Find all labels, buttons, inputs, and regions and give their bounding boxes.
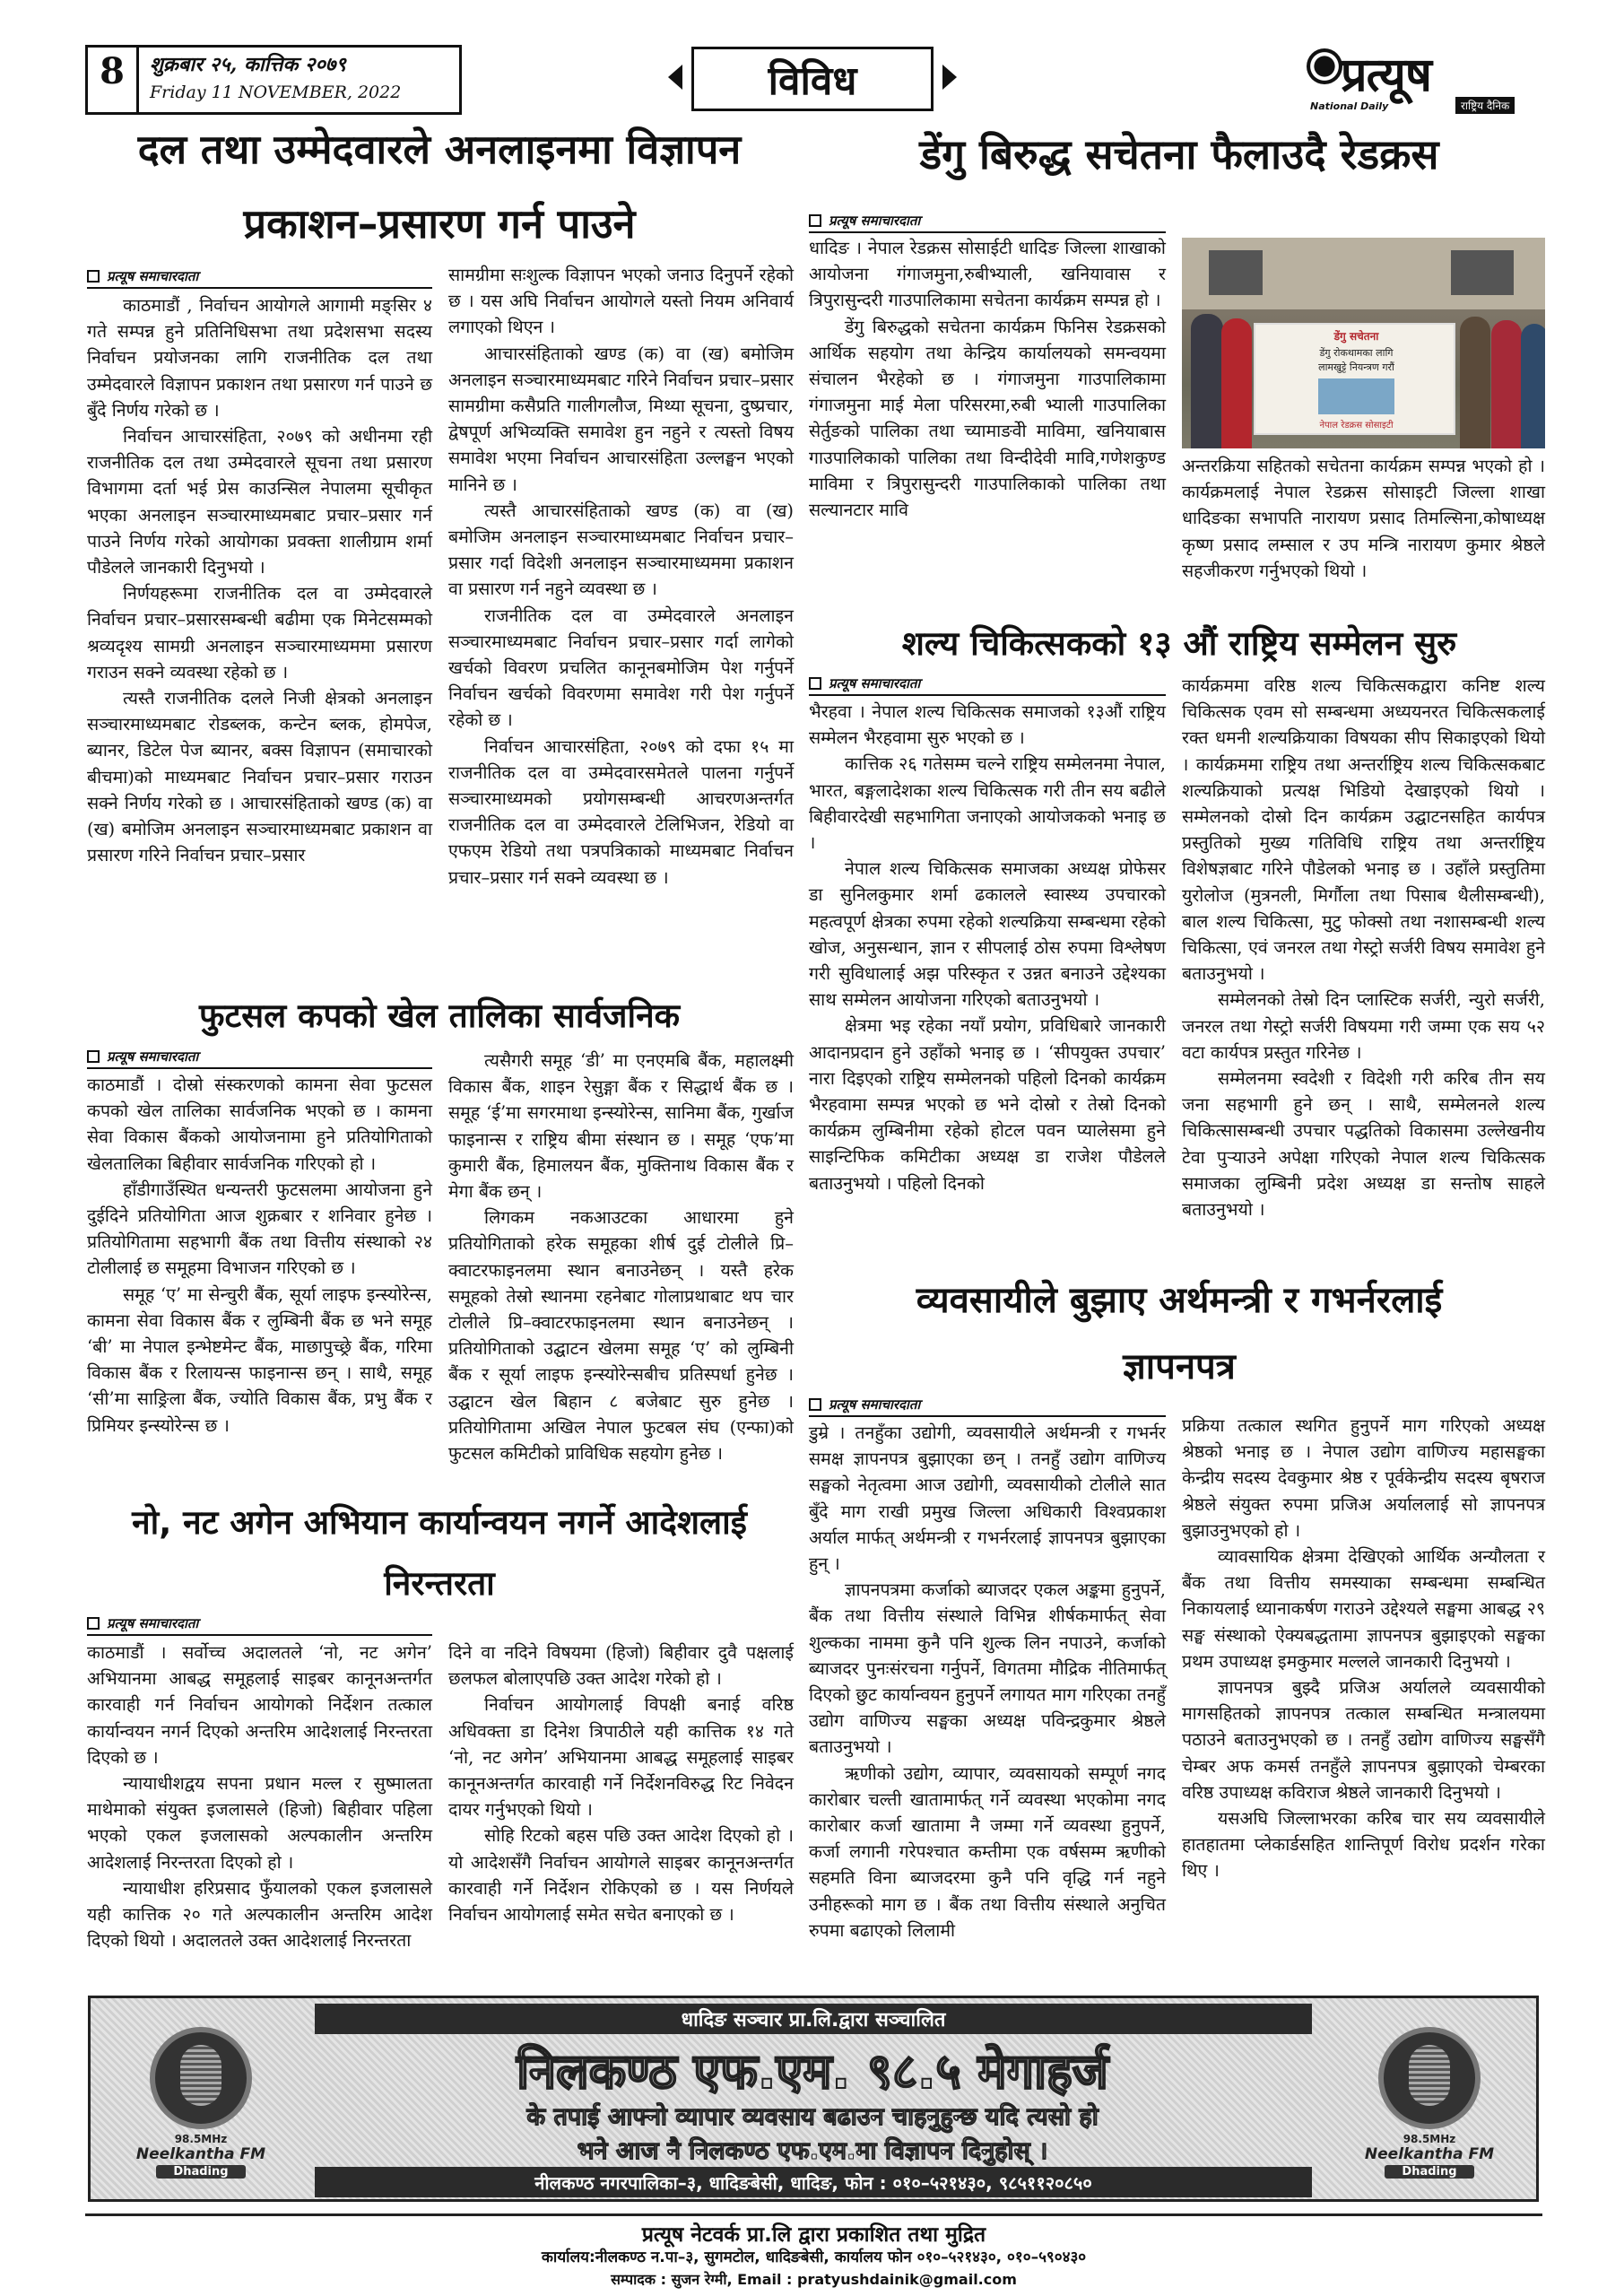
paragraph: दिने वा नदिने विषयमा (हिजो) बिहीवार दुवै पक्षलाई छलफल बोलाएपछि उक्त आदेश गरेको हो । — [448, 1642, 794, 1690]
fm-logo-place: Dhading — [156, 2165, 246, 2179]
masthead-sub-right: राष्ट्रिय दैनिक — [1455, 97, 1515, 114]
ad-top-line: धादिङ सञ्चार प्रा.लि.द्वारा सञ्चालित — [681, 2009, 946, 2031]
paragraph: ज्ञापनपत्रमा कर्जाको ब्याजदर एकल अङ्कमा हुनुपर्ने, बैंक तथा वित्तीय संस्थाले विभिन्न शीर्षकमार्फत् सेवा शुल्कका नाममा कुनै पनि शुल्क लिन नपाउने, कर्जाको ब्याजदर पुनःसंरचना गर्नुपर्ने, विगतमा मौद्रिक नीतिमार्फत् दिएको छुट कार्यान्वयन हुनुपर्ने लगायत माग गरिएका तनहुँ उद्योग वाणिज्य सङ्घका अध्यक्ष पविन्द्रकुमार श्रेष्ठले बताउनुभयो । — [809, 1579, 1166, 1758]
headline-dengue: डेंगु बिरुद्ध सचेतना फैलाउदै रेडक्रस — [919, 130, 1439, 178]
headline-surgeons: शल्य चिकित्सकको १३ औं राष्ट्रिय सम्मेलन सुरु — [901, 624, 1457, 663]
headline-election-2: प्रकाशन–प्रसारण गर्न पाउने — [243, 200, 636, 248]
masthead-logo — [1305, 45, 1551, 117]
byline-box-icon — [87, 270, 100, 283]
photo-banner-org: नेपाल रेडक्रस सोसाइटी — [1319, 421, 1394, 430]
headline-business-1: व्यवसायीले बुझाए अर्थमन्त्री र गभर्नरलाई — [916, 1280, 1443, 1321]
surgeons-col-2 — [1182, 673, 1545, 1222]
paragraph: हाँडीगाउँस्थित धन्यन्तरी फुटसलमा आयोजना हुने दुईदिने प्रतियोगिता आज शुक्रबार र शनिवार हुनेछ । प्रतियोगितामा सहभागी बैंक तथा वित्तीय संस्थाको २४ टोलीलाई छ समूहमा विभाजन गरिएको छ । — [87, 1178, 432, 1279]
paragraph: नेपाल शल्य चिकित्सक समाजका अध्यक्ष प्रोफेसर डा सुनिलकुमार शर्मा ढकालले स्वास्थ्य उपचारको महत्वपूर्ण क्षेत्रका रुपमा रहेको शल्यक्रिया सम्बन्धमा रहेको खोज, अनुसन्धान, ज्ञान र सीपलाई ठोस रुपमा विश्लेषण गरी सुविधालाई अझ परिस्कृत र उन्नत बनाउने उद्देश्यका साथ सम्मेलन आयोजना गरिएको बताउनुभयो । — [809, 858, 1166, 1011]
paragraph: न्यायाधीश हरिप्रसाद फुँयालको एकल इजलासले यही कात्तिक २० गते अल्पकालीन अन्तरिम आदेश दिएको थियो । अदालतले उक्त आदेशलाई निरन्तरता — [87, 1877, 432, 1952]
paragraph: काठमाडौं । दोस्रो संस्करणको कामना सेवा फुटसल कपको खेल तालिका सार्वजनिक भएको छ । कामना सेवा विकास बैंकको आयोजनामा हुने प्रतियोगिताको खेलतालिका बिहीवार सार्वजनिक गरिएको हो । — [87, 1074, 432, 1174]
byline-box-icon — [87, 1617, 100, 1630]
byline-label: प्रत्यूष समाचारदाता — [107, 1048, 199, 1065]
byline-box-icon — [809, 677, 821, 690]
paragraph: आचारसंहिताको खण्ड (क) वा (ख) बमोजिम अनलाइन सञ्चारमाध्यमबाट गरिने निर्वाचन प्रचार–प्रसार सामग्रीमा कसैप्रति गालीगलौज, मिथ्या सूचना, दुष्प्रचार, द्वेषपूर्ण अभिव्यक्ति समावेश हुन नहुने र त्यस्तो विषय समावेश भएमा निर्वाचन आचारसंहिता उल्लङ्घन भएको मानिने छ । — [448, 343, 794, 495]
masthead-sub-left: National Daily — [1310, 100, 1389, 112]
paragraph: निर्वाचन आयोगलाई विपक्षी बनाई वरिष्ठ अधिवक्ता डा दिनेश त्रिपाठीले यही कात्तिक १४ गते ‘नो, नट अगेन’ अभियानमा आबद्ध समूहलाई साइबर कानूनअन्तर्गत कारवाही गर्ने निर्देशनविरुद्ध रिट निवेदन दायर गर्नुभएको थियो । — [448, 1694, 794, 1821]
paragraph: डेंगु बिरुद्धको सचेतना कार्यक्रम फिनिस रेडक्रसको आर्थिक सहयोग तथा केन्द्रिय कार्यालयको समन्वयमा संचालन भैरहेको छ । गंगाजमुना गाउपालिकामा गंगाजमुना माई मेला परिसरमा,रुबी भ्याली गाउपालिका सेर्तुङको पालिका तथा च्यामाङवेी माविमा, खनियाबास गाउपालिकाको पालिका तथा विन्दीदेवी मावि,गणेशकुण्ड मावि​मा र त्रिपुरासुन्दरी गाउपालिकाको पालिका तथा सल्यानटार मावि — [809, 316, 1166, 521]
ad-line-2: के तपाई आफ्नो व्यापार व्यवसाय बढाउन चाहनुहुन्छ यदि त्यसो हो — [526, 2103, 1099, 2131]
paragraph: अन्तरक्रिया सहितको सचेतना कार्यक्रम सम्पन्न भएको हो । कार्यक्रमलाई नेपाल रेडक्रस सोसाइटी जिल्ला शाखा धादिङका सभापति नारायण प्रसाद तिमल्सिना,कोषाध्यक्ष कृष्ण प्रसाद लम्साल र उप मन्त्रि नारायण कुमार श्रेष्ठले सहजीकरण गर्नुभएको थियो । — [1182, 456, 1545, 581]
byline-dengue — [809, 212, 1166, 233]
paragraph: निर्वाचन आचारसंहिता, २०७९ को अधीनमा रही राजनीतिक दल तथा उम्मेदवारले सूचना तथा प्रसारण विभागमा दर्ता भई प्रेस काउन्सिल नेपालमा सूचीकृत भएका अनलाइन सञ्चारमाध्यमबाट प्रचार–प्रसार गर्न पाउने निर्णय गरेको आयोगका प्रवक्ता शालीग्राम शर्मा पौडेलले जानकारी दिनुभयो । — [87, 426, 432, 578]
paragraph: क्षेत्रमा भइ रहेका नयाँ प्रयोग, प्रविधिबारे जानकारी आदानप्रदान हुने उहाँको भनाइ छ । ‘सीपयुक्त उपचार’ नारा दिइएको राष्ट्रिय सम्मेलनको पहिलो दिनको कार्यक्रम भैरहवामा सम्पन्न भएको छ भने दोस्रो र तेस्रो दिनको कार्यक्रम लुम्बिनीमा रहेको होटल पवन प्यालेसमा हुने साइन्टिफिक कमिटीका अध्यक्ष डा राजेश पौडेलले बताउनुभयो । पहिलो दिनको — [809, 1015, 1166, 1194]
paragraph: राजनीतिक दल वा उम्मेदवारले अनलाइन सञ्चारमाध्यमबाट निर्वाचन प्रचार–प्रसार गर्दा लागेको खर्चको विवरण प्रचलित कानूनबमोजिम पेश गर्नुपर्ने निर्वाचन खर्चको विवरणमा समावेश गरी पेश गर्नुपर्ने रहेको छ । — [448, 604, 794, 731]
byline-label: प्रत्यूष समाचारदाता — [107, 1615, 199, 1631]
paragraph: त्यस्तै आचारसंहिताको खण्ड (क) वा (ख) बमोजिम अनलाइन सञ्चारमाध्यमबाट निर्वाचन प्रचार–प्रसार गर्दा विदेशी अनलाइन सञ्चारमाध्यममा प्रकाशन वा प्रसारण गर्न नहुने व्यवस्था छ । — [448, 500, 794, 600]
headline-notagain-2: निरन्तरता — [384, 1564, 495, 1603]
paragraph: सोहि रिटको बहस पछि उक्त आदेश दिएको हो । यो आदेशसँगै निर्वाचन आयोगले साइबर कानूनअन्तर्गत कारवाही गर्ने निर्देशन रोकिएको छ । यस निर्णयले निर्वाचन आयोगलाई समेत सचेत बनाएको छ । — [448, 1825, 794, 1926]
photo-person — [1460, 317, 1490, 448]
paragraph: यसअघि जिल्लाभरका करिब चार सय व्यवसायीले हातहातमा प्लेकार्डसहित शान्तिपूर्ण विरोध प्रदर्शन गरेका थिए । — [1182, 1808, 1545, 1882]
footer-divider — [85, 2213, 1542, 2216]
election-col-1 — [87, 292, 432, 868]
byline-box-icon — [809, 214, 821, 227]
byline-surgeons — [809, 674, 1166, 696]
paragraph: डुम्रे । तनहुँका उद्योगी, व्यवसायीले अर्थमन्त्री र गभर्नर समक्ष ज्ञापनपत्र बुझाएका छन् । तनहुँ उद्योग वाणिज्य सङ्घको नेतृत्वमा आज उद्योगी, व्यवसायीको टोलीले सात बुँदे माग राखी प्रमुख जिल्ला अधिकारी विश्वप्रकाश अर्याल मार्फत् अर्थमन्त्री र गभर्नरलाई ज्ञापनपत्र बुझाएका हुन् । — [809, 1422, 1166, 1575]
footer-editor-email: सम्पादक : सुजन रेग्मी, Email : pratyushdainik@gmail.com — [611, 2271, 1017, 2288]
paragraph: भैरहवा । नेपाल शल्य चिकित्सक समाजको १३औं राष्ट्रिय सम्मेलन भैरहवामा सुरु भएको छ । — [809, 701, 1166, 749]
byline-box-icon — [809, 1398, 821, 1411]
byline-label: प्रत्यूष समाचारदाता — [829, 1396, 921, 1413]
microphone-icon-grille — [180, 2045, 221, 2106]
masthead-title: प्रत्यूष — [1341, 48, 1431, 102]
byline-election — [87, 267, 432, 289]
paragraph: सामग्रीमा सःशुल्क विज्ञापन भएको जनाउ दिनुपर्ने रहेको छ । यस अघि निर्वाचन आयोगले यस्तो नियम अनिवार्य लगाएको थिएन । — [448, 265, 794, 338]
paragraph: ज्ञापनपत्र बुझ्दै प्रजिअ अर्यालले व्यवसायीको मागसहितको ज्ञापनपत्र तत्काल सम्बन्धित मन्त्रालयमा पठाउने बताउनुभएको छ । तनहुँ उद्योग वाणिज्य सङ्घसँगै चेम्बर अफ कमर्स तनहुँले ज्ञापनपत्र बुझाएको चेम्बरका वरिष्ठ उपाध्यक्ष कविराज श्रेष्ठले जानकारी दिनुभयो । — [1182, 1677, 1545, 1803]
photo-banner-line-2: लामखुट्टे नियन्त्रण गरौं — [1318, 361, 1394, 373]
photo-banner-title: डेंगु सचेतना — [1333, 330, 1379, 343]
fm-logo-left — [107, 2018, 295, 2188]
fm-logo-name: Neelkantha FM — [135, 2145, 266, 2163]
photo-person — [1191, 314, 1223, 448]
byline-label: प्रत्यूष समाचारदाता — [829, 675, 921, 691]
byline-notagain — [87, 1614, 432, 1636]
futsal-col-1 — [87, 1072, 432, 1439]
page-number-text: 8 — [100, 50, 125, 92]
date-nepali: शुक्रबार २५, कात्तिक २०७९ — [150, 53, 346, 76]
paragraph: समूह ‘ए’ मा सेन्चुरी बैंक, सूर्या लाइफ इन्स्योरेन्स, कामना सेवा विकास बैंक र लुम्बिनी बैंक छ भने समूह ‘बी’ मा नेपाल इन्भेष्टमेन्ट बैंक, माछापुच्छ्रे बैंक, गरिमा विकास बैंक र रिलायन्स फाइनान्स छन् । साथै, समूह ‘सी’मा साङ्रिला बैंक, ज्योति विकास बैंक, प्रभु बैंक र प्रिमियर इन्स्योरेन्स छ । — [87, 1283, 432, 1436]
ad-line-3: भने आज नै निलकण्ठ एफ.एम.मा विज्ञापन दिनुहोस् । — [577, 2137, 1048, 2165]
fm-logo-name: Neelkantha FM — [1364, 2145, 1495, 2163]
footer-publisher: प्रत्यूष नेटवर्क प्रा.लि द्वारा प्रकाशित तथा मुद्रित — [641, 2223, 986, 2247]
paragraph: कात्तिक २६ गतेसम्म चल्ने राष्ट्रिय सम्मेलनमा नेपाल, भारत, बङ्गलादेशका शल्य चिकित्सक गरी तीन सय बढीले बिहीवारदेखी सहभागिता जनाएको आयोजकको भनाइ छ । — [809, 753, 1166, 854]
date-english: Friday 11 NOVEMBER, 2022 — [150, 83, 402, 102]
paragraph: सम्मेलनमा स्वदेशी र विदेशी गरी करिब तीन सय जना सहभागी हुने छन् । साथै, सम्मेलनले शल्य चिकित्सासम्बन्धी उपचार पद्धतिको विकासमा उल्लेखनीय टेवा पुऱ्याउने अपेक्षा गरिएको नेपाल शल्य चिकित्सक समाजका लुम्बिनी प्रदेश अध्यक्ष डा सन्तोष साहले बताउनुभयो । — [1182, 1068, 1545, 1221]
dengue-col-2 — [1182, 453, 1545, 584]
fm-logo-place: Dhading — [1385, 2165, 1474, 2179]
paragraph: त्यस्तै राजनीतिक दलले निजी क्षेत्रको अनलाइन सञ्चारमाध्यमबाट रोडब्लक, कन्टेन ब्लक, होमपेज, ब्यानर, डिटेल पेज ब्यानर, बक्स विज्ञापन (समाचारको बीचमा)को माध्यमबाट निर्वाचन प्रचार–प्रसार गराउन सक्ने निर्णय गरेको छ । आचारसंहिताको खण्ड (क) वा (ख) बमोजिम अनलाइन सञ्चारमाध्यमबाट प्रकाशन वा प्रसारण गरिने निर्वाचन प्रचार–प्रसार — [87, 688, 432, 866]
surgeons-col-1 — [809, 699, 1166, 1196]
business-col-2 — [1182, 1413, 1545, 1884]
paragraph: सम्मेलनको तेस्रो दिन प्लास्टिक सर्जरी, न्युरो सर्जरी, जनरल तथा गेस्ट्रो सर्जरी विषयमा गरी जम्मा एक सय ५२ वटा कार्यपत्र प्रस्तुत गरिनेछ । — [1182, 989, 1545, 1063]
byline-business — [809, 1396, 1166, 1417]
photo-person — [1491, 320, 1522, 448]
paragraph: ऋणीको उद्योग, व्यापार, व्यवसायको सम्पूर्ण नगद कारोबार चल्ती खातामार्फत् गर्ने व्यवस्था भएकोमा नगद कारोबार कर्जा खातामा नै जम्मा गर्ने व्यवस्था हुनुपर्ने, कर्जा लगानी गरेपश्चात कम्तीमा एक वर्षसम्म ऋणीको सहमति विना ब्याजदरमा कुनै पनि वृद्धि गर्न नहुने उनीहरूको माग छ । बैंक तथा वित्तीय संस्थाले अनुचित रुपमा बढाएको लिलामी — [809, 1762, 1166, 1941]
paragraph: काठमाडौं । सर्वोच्च अदालतले ‘नो, नट अगेन’ अभियानमा आबद्ध समूहलाई साइबर कानूनअन्तर्गत कारवाही गर्न निर्वाचन आयोगको निर्देशन तत्काल कार्यान्वयन नगर्न दिएको अन्तरिम आदेशलाई निरन्तरता दिएको छ । — [87, 1642, 432, 1768]
paragraph: व्यावसायिक क्षेत्रमा देखिएको आर्थिक अन्यौलता र बैंक तथा वित्तीय समस्याका सम्बन्धमा सम्बन्धित निकायलाई ध्यानाकर्षण गराउने उद्देश्यले सङ्घमा आबद्ध २९ सङ्घ संस्थाको ऐक्यबद्धतामा ज्ञापनपत्र बुझाइएको सङ्घका प्रथम उपाध्यक्ष इमकुमार मल्लले जानकारी दिनुभयो । — [1182, 1546, 1545, 1672]
photo-banner-image — [1318, 378, 1394, 414]
paragraph: निर्णयहरूमा राजनीतिक दल वा उम्मेदवारले निर्वाचन प्रचार–प्रसारसम्बन्धी बढीमा एक मिनेटसम्मको श्रव्यदृश्य सामग्री अनलाइन सञ्चारमाध्यममा प्रसारण गराउन सक्ने व्यवस्था रहेको छ । — [87, 583, 432, 683]
photo-banner-line: डेंगु रोकथामका लागि — [1319, 347, 1394, 359]
footer-office: कार्यालय:नीलकण्ठ न.पा–३, सुगमटोल, धादिङबेसी, कार्यालय फोन ०१०–५२१४३०, ०१०–५९०४३० — [541, 2248, 1087, 2266]
masthead-sun-icon — [1307, 48, 1342, 84]
fm-advertisement — [88, 1996, 1539, 2202]
fm-logo-freq: 98.5MHz — [174, 2133, 228, 2145]
paragraph: धादिङ । नेपाल रेडक्रस सोसाईटी धादिङ जिल्ला शाखाको आयोजना गंगाजमुना,रुबीभ्याली, खनियावास र त्रिपुरासुन्दरी गाउपालिकामा सचेतना कार्यक्रम सम्पन्न हो । — [809, 238, 1166, 311]
photo-person — [1221, 318, 1252, 448]
dengue-photo — [1182, 238, 1545, 448]
byline-label: प्रत्यूष समाचारदाता — [107, 268, 199, 284]
election-col-2 — [448, 262, 794, 891]
section-title: विविध — [768, 58, 857, 104]
notagain-col-1 — [87, 1639, 432, 1953]
byline-label: प्रत्यूष समाचारदाता — [829, 213, 921, 229]
headline-election-1: दल तथा उम्मेदवारले अनलाइनमा विज्ञापन — [137, 126, 742, 173]
photo-window — [1451, 250, 1514, 295]
page-header — [85, 45, 1551, 118]
byline-futsal — [87, 1048, 432, 1069]
paragraph: लिगकम नकआउटका आधारमा हुने प्रतियोगिताको हरेक समूहका शीर्ष दुई टोलीले प्रि–क्वाटरफाइनलमा स्थान बनाउनेछन् । यस्तै हरेक समूहको तेस्रो स्थानमा रहनेबाट गोलाप्रथाबाट थप चार टोलीले प्रि–क्वाटरफाइनलमा स्थान बनाउनेछन् । प्रतियोगिताको उद्घाटन खेलमा समूह ‘ए’ को लुम्बिनी बैंक र सूर्या लाइफ इन्स्योरेन्सबीच प्रतिस्पर्धा हुनेछ । उद्घाटन खेल बिहान ८ बजेबाट सुरु हुनेछ । प्रतियोगितामा अखिल नेपाल फुटबल संघ (एन्फा)को फुटसल कमिटीको प्राविधिक सहयोग हुनेछ । — [448, 1207, 794, 1465]
dengue-col-1 — [809, 235, 1166, 523]
fm-logo-right — [1335, 2018, 1524, 2188]
photo-person — [1521, 324, 1545, 448]
photo-banner — [1254, 323, 1455, 435]
fm-logo-freq: 98.5MHz — [1403, 2133, 1456, 2145]
paragraph: निर्वाचन आचारसंहिता, २०७९ को दफा १५ मा राजनीतिक दल वा उम्मेदवारसमेतले पालना गर्नुपर्ने सञ्चारमाध्यमको प्रयोगसम्बन्धी आचरणअन्तर्गत राजनीतिक दल वा उम्मेदवारले टेलिभिजन, रेडियो वा एफएम रेडियो तथा पत्रपत्रिकाको माध्यमबाट निर्वाचन प्रचार–प्रसार गर्न सक्ने व्यवस्था छ । — [448, 735, 794, 888]
notagain-col-2 — [448, 1639, 794, 1927]
ad-main-title: निलकण्ठ एफ.एम. ९८.५ मेगाहर्ज — [517, 2043, 1108, 2100]
byline-box-icon — [87, 1050, 100, 1063]
ad-bottom-line: नीलकण्ठ नगरपालिका–३, धादिङबेसी, धादिङ, फोन : ०१०–५२१४३०, ९८५११२०८५० — [534, 2172, 1092, 2194]
photo-window — [1209, 250, 1263, 295]
paragraph: त्यसैगरी समूह ‘डी’ मा एनएमबि बैंक, महालक्ष्मी विकास बैंक, शाइन रेसुङ्गा बैंक र सिद्धार्थ बैंक छ । समूह ‘ई’मा सगरमाथा इन्स्योरेन्स, सानिमा बैंक, गुर्खाज फाइनान्स र राष्ट्रिय बीमा संस्थान छ । समूह ‘एफ’मा कुमारी बैंक, हिमालयन बैंक, मुक्तिनाथ विकास बैंक र मेगा बैंक छन् । — [448, 1050, 794, 1203]
section-nav-left-arrow — [668, 65, 682, 90]
headline-futsal: फुटसल कपको खेल तालिका सार्वजनिक — [198, 996, 681, 1035]
headline-notagain-1: नो, नट अगेन अभियान कार्यान्वयन नगर्ने आदेशलाई — [132, 1503, 747, 1542]
microphone-icon-grille — [1409, 2045, 1450, 2106]
paragraph: न्यायाधीशद्वय सपना प्रधान मल्ल र सुष्मालता माथेमाको संयुक्त इजलासले (हिजो) बिहीवार पहिला भएको एकल इजलासको अल्पकालीन अन्तरिम आदेशलाई निरन्तरता दिएको हो । — [87, 1773, 432, 1873]
futsal-col-2 — [448, 1048, 794, 1466]
paragraph: काठमाडौं , निर्वाचन आयोगले आगामी मङ्सिर ४ गते सम्पन्न हुने प्रतिनिधिसभा तथा प्रदेशसभा सदस्य निर्वाचन प्रयोजनका लागि राजनीतिक दल तथा उम्मेदवारले विज्ञापन प्रकाशन तथा प्रसारण गर्न पाउने छ बुँदे निर्णय गरेको छ । — [87, 295, 432, 421]
section-nav-right-arrow — [942, 65, 957, 90]
headline-business-2: ज्ञापनपत्र — [1123, 1346, 1236, 1387]
business-col-1 — [809, 1420, 1166, 1944]
paragraph: कार्यक्रममा वरिष्ठ शल्य चिकित्सकद्वारा कनिष्ट शल्य चिकित्सक एवम सो सम्बन्धमा अध्ययनरत चिकित्सकलाई रक्त धमनी शल्यक्रियाका विषयका सीप सिकाइएको थियो । कार्यक्रममा राष्ट्रिय तथा अन्तर्राष्ट्रिय शल्य चिकित्सकबाट शल्यक्रियाको प्रत्यक्ष भिडियो देखाइएको थियो । सम्मेलनको दोस्रो दिन कार्यक्रम उद्घाटनसहित कार्यपत्र प्रस्तुतिको मुख्य गतिविधि राष्ट्रिय तथा अन्तर्राष्ट्रिय विशेषज्ञबाट गरिने पौडेलको भनाइ छ । उहाँले प्रस्तुतिमा युरोलोज (मुत्रनली, मिर्गौला तथा पिसाब थैलीसम्बन्धी), बाल शल्य चिकित्सा, मुटु फोक्सो तथा नशासम्बन्धी शल्य चिकित्सा, एवं जनरल तथा गेस्ट्रो सर्जरी विषय समावेश हुने बताउनुभयो । — [1182, 675, 1545, 985]
paragraph: प्रक्रिया तत्काल स्थगित हुनुपर्ने माग गरिएको अध्यक्ष श्रेष्ठको भनाइ छ । नेपाल उद्योग वाणिज्य महासङ्घका केन्द्रीय सदस्य देवकुमार श्रेष्ठ र पूर्वकेन्द्रीय सदस्य बृषराज श्रेष्ठले संयुक्त रुपमा प्रजिअ अर्याललाई सो ज्ञापनपत्र बुझाउनुभएको हो । — [1182, 1415, 1545, 1541]
